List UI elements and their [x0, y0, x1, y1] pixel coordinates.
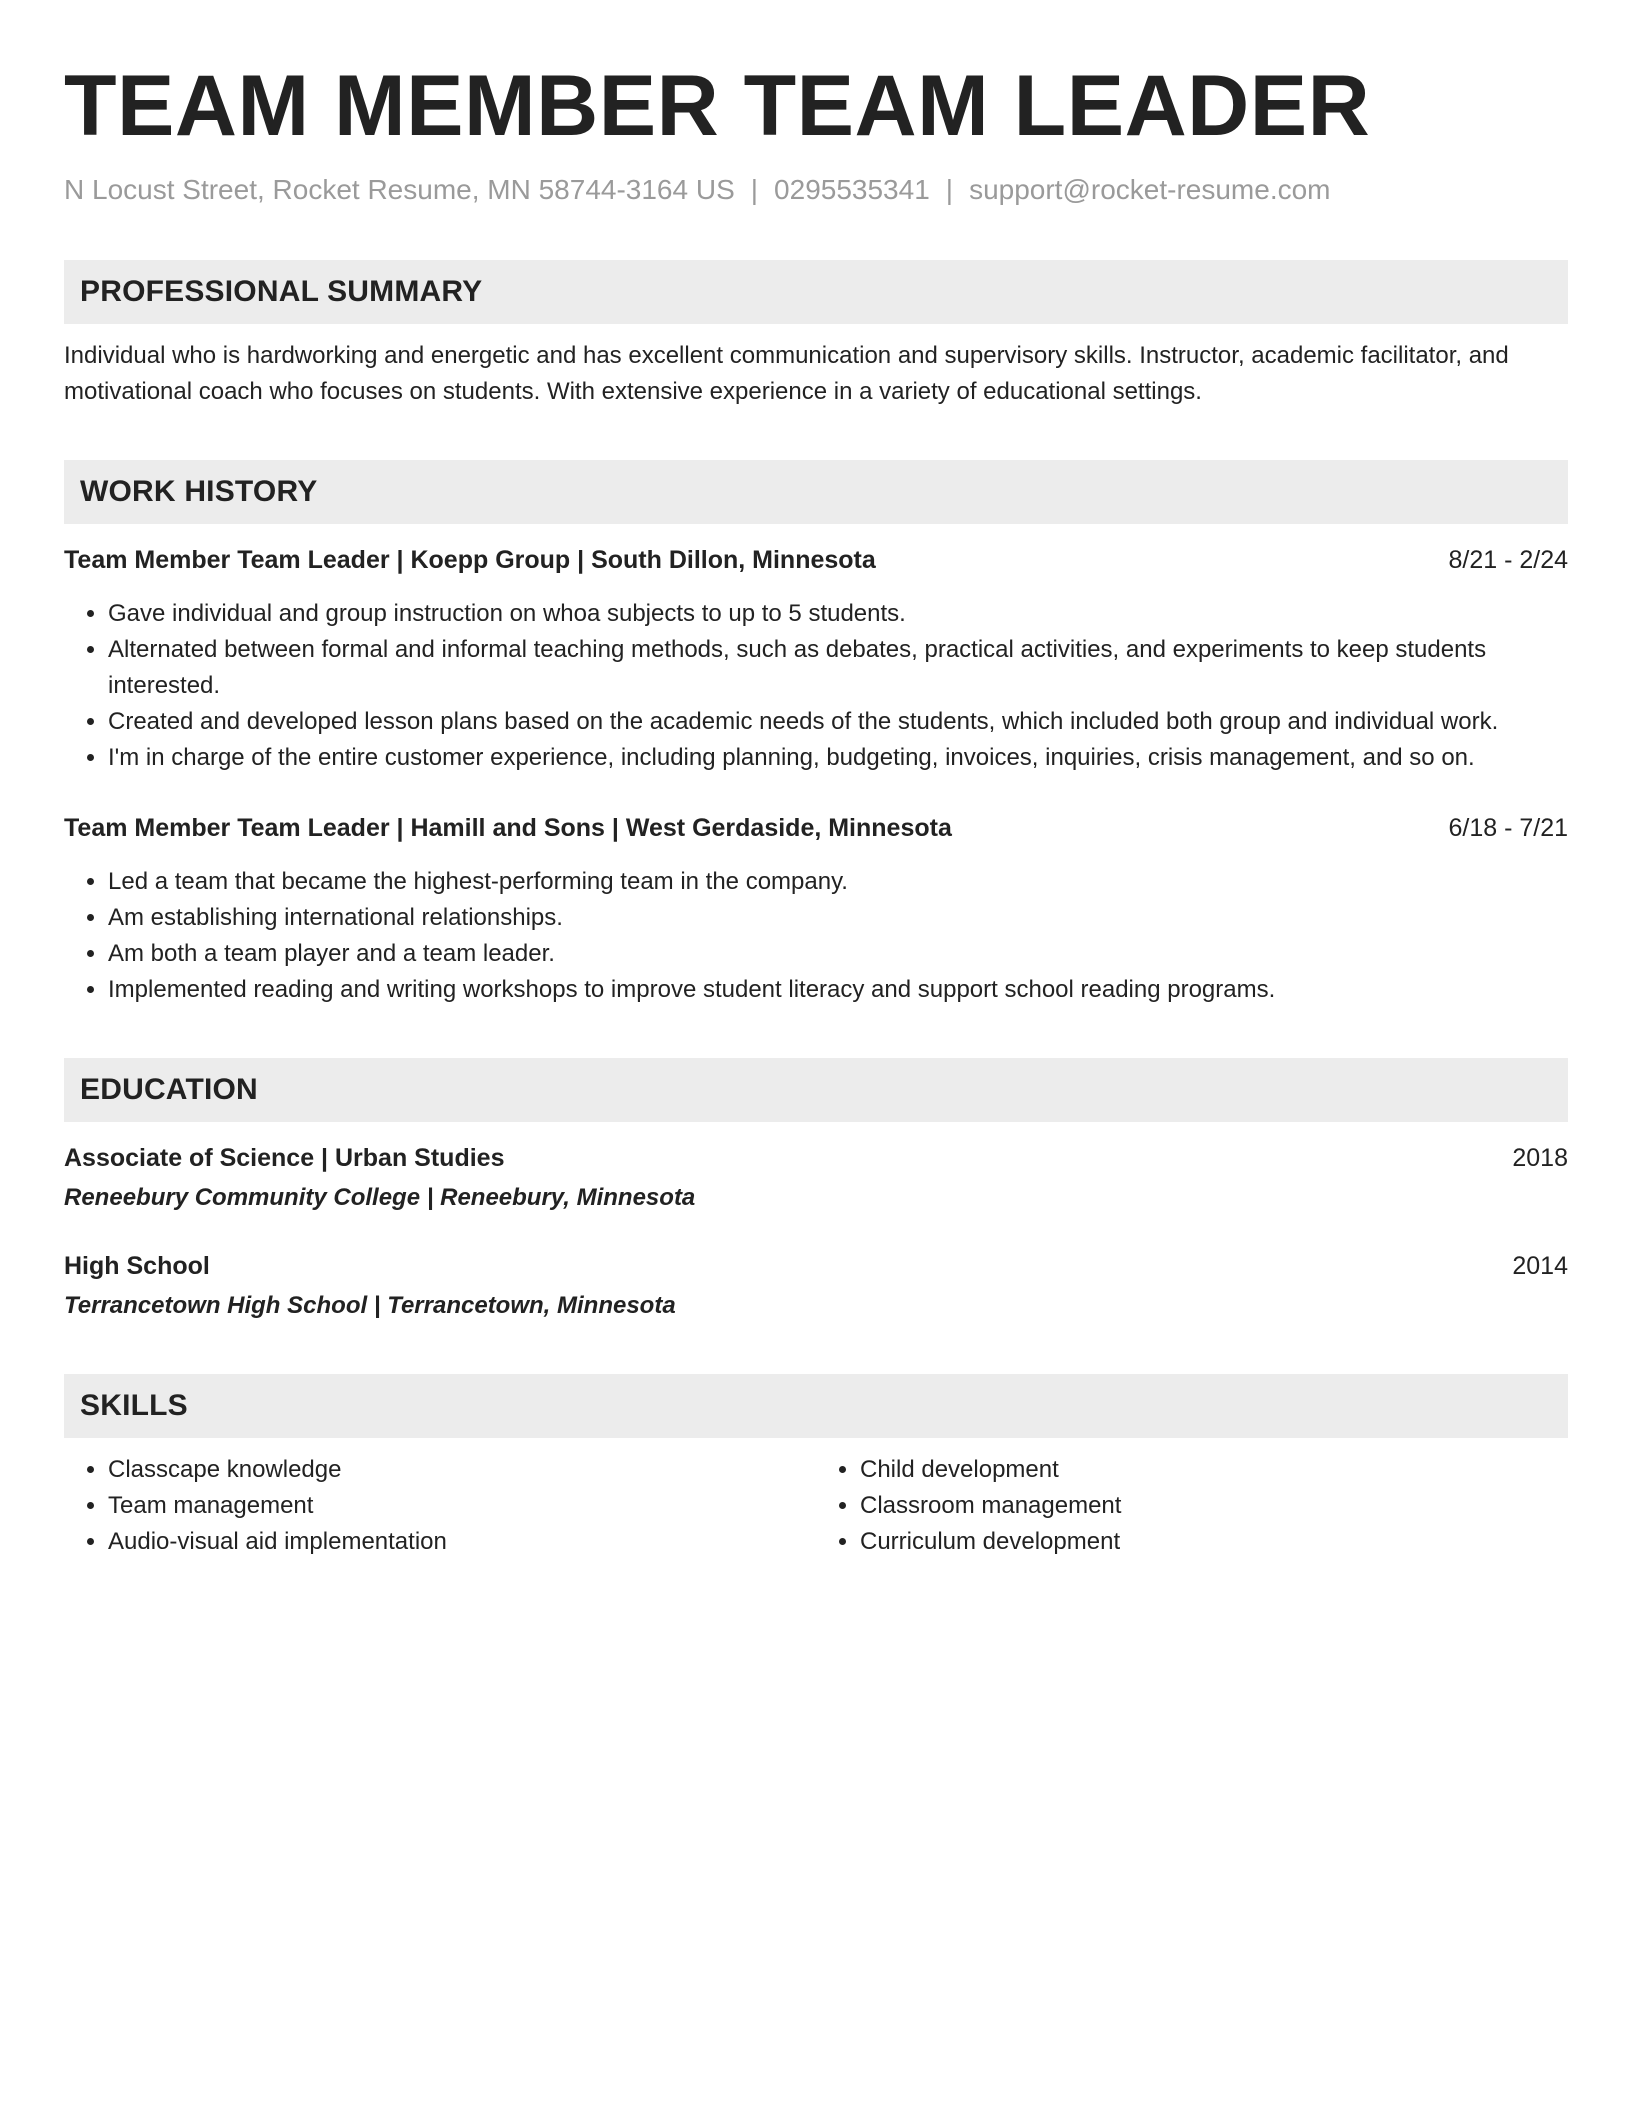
skills-columns: [64, 1452, 1568, 1560]
education-year: 2018: [1512, 1144, 1568, 1172]
job-bullet: • Gave individual and group instruction on whoa subjects to up to 5 students.: [108, 596, 1568, 632]
skill-item: • Classcape knowledge: [108, 1452, 816, 1488]
contact-phone: 0295535341: [774, 174, 930, 205]
job-header: [64, 542, 1568, 578]
skills-list-left: [64, 1452, 816, 1560]
education-year: 2014: [1512, 1252, 1568, 1280]
education-header: [64, 1248, 1568, 1284]
job-title: Team Member Team Leader | Koepp Group | South Dillon, Minnesota: [64, 546, 876, 574]
job-dates: 6/18 - 7/21: [1448, 814, 1568, 842]
skill-item: • Team management: [108, 1488, 816, 1524]
skills-list-right: [816, 1452, 1568, 1560]
contact-address: N Locust Street, Rocket Resume, MN 58744-3164 US: [64, 174, 735, 205]
summary-heading: PROFESSIONAL SUMMARY: [64, 260, 1568, 324]
job-bullets: [64, 864, 1568, 1008]
education-entry: [64, 1140, 1568, 1216]
skills-heading: SKILLS: [64, 1374, 1568, 1438]
contact-line: [64, 172, 1568, 208]
contact-email: support@rocket-resume.com: [969, 174, 1331, 205]
candidate-name: TEAM MEMBER TEAM LEADER: [64, 58, 1371, 154]
contact-separator: |: [945, 174, 954, 205]
job-bullet: • Am establishing international relationships.: [108, 900, 1568, 936]
education-institution: Reneebury Community College | Reneebury, Minnesota: [64, 1184, 696, 1211]
education-institution: Terrancetown High School | Terrancetown, Minnesota: [64, 1292, 676, 1319]
skill-item: • Classroom management: [860, 1488, 1568, 1524]
job-entry: [64, 810, 1568, 1008]
job-bullet: • Created and developed lesson plans based on the academic needs of the students, which included both group and individual work.: [108, 704, 1568, 740]
education-header: [64, 1140, 1568, 1176]
education-degree: Associate of Science | Urban Studies: [64, 1144, 505, 1172]
job-bullets: [64, 596, 1568, 776]
summary-text: Individual who is hardworking and energetic and has excellent communication and supervisory skills. Instructor, academic facilitator, and motivational coach who focuses on students. With extensive experience in a variety of educational settings.: [64, 342, 1509, 405]
skill-item: • Audio-visual aid implementation: [108, 1524, 816, 1560]
work-history-heading: WORK HISTORY: [64, 460, 1568, 524]
job-bullet: • I'm in charge of the entire customer experience, including planning, budgeting, invoices, inquiries, crisis management, and so on.: [108, 740, 1568, 776]
job-dates: 8/21 - 2/24: [1448, 546, 1568, 574]
job-bullet: • Implemented reading and writing workshops to improve student literacy and support school reading programs.: [108, 972, 1568, 1008]
job-bullet: • Led a team that became the highest-performing team in the company.: [108, 864, 1568, 900]
job-bullet: • Alternated between formal and informal teaching methods, such as debates, practical activities, and experiments to keep students interested.: [108, 632, 1568, 704]
skill-item: • Child development: [860, 1452, 1568, 1488]
job-title: Team Member Team Leader | Hamill and Sons | West Gerdaside, Minnesota: [64, 814, 952, 842]
education-heading: EDUCATION: [64, 1058, 1568, 1122]
education-degree: High School: [64, 1252, 210, 1280]
job-bullet: • Am both a team player and a team leader.: [108, 936, 1568, 972]
job-entry: [64, 542, 1568, 776]
job-header: [64, 810, 1568, 846]
contact-separator: |: [750, 174, 759, 205]
skill-item: • Curriculum development: [860, 1524, 1568, 1560]
education-entry: [64, 1248, 1568, 1324]
